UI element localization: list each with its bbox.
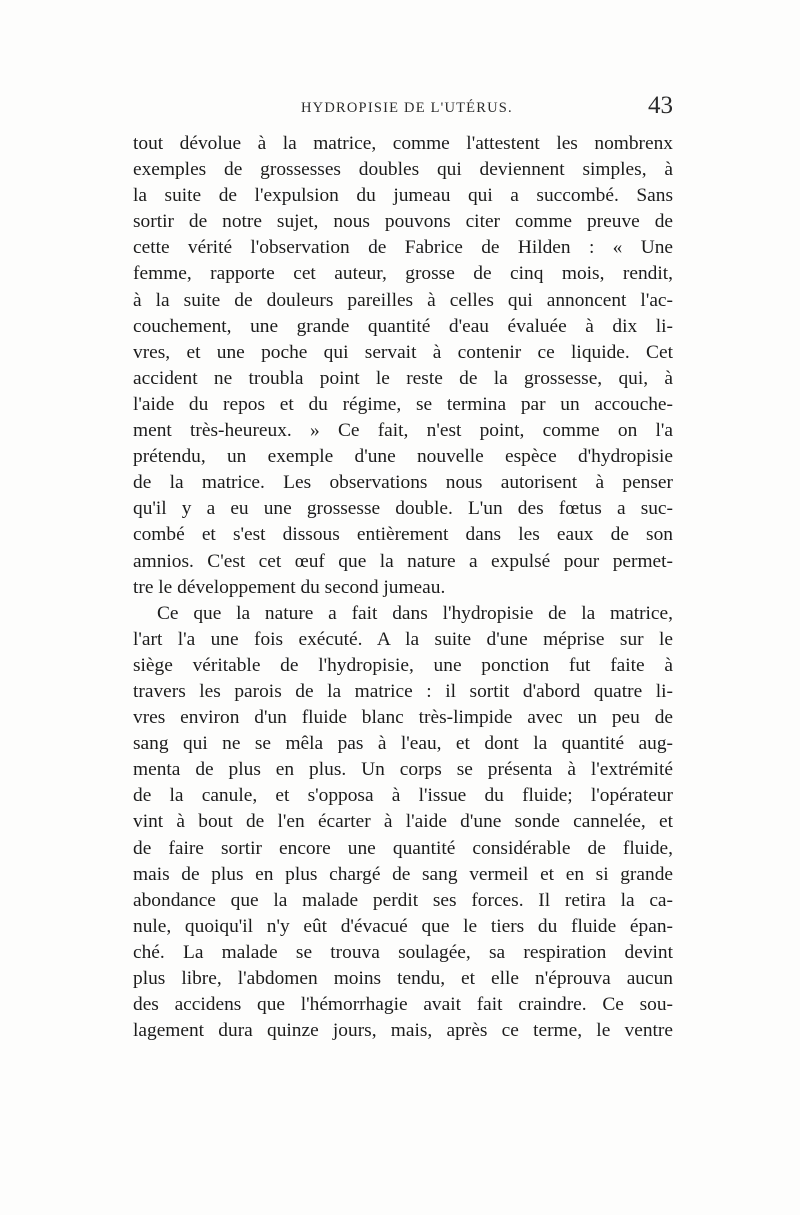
- text-line: sang qui ne se mêla pas à l'eau, et dont la quantité aug-: [133, 733, 673, 755]
- text-line: femme, rapporte cet auteur, grosse de cinq mois, rendit,: [133, 263, 673, 285]
- text-line: vres environ d'un fluide blanc très-limpide avec un peu de: [133, 707, 673, 729]
- text-line: à la suite de douleurs pareilles à celles qui annoncent l'ac-: [133, 289, 673, 311]
- paragraph-end-line: tre le développement du second jumeau.: [133, 576, 446, 598]
- text-line: ment très-heureux. » Ce fait, n'est point, comme on l'a: [133, 420, 673, 442]
- text-line: prétendu, un exemple d'une nouvelle espèce d'hydropisie: [133, 446, 673, 468]
- text-line: lagement dura quinze jours, mais, après ce terme, le ventre: [133, 1020, 673, 1042]
- page-number: 43: [648, 92, 673, 119]
- text-line: accident ne troubla point le reste de la grossesse, qui, à: [133, 367, 673, 389]
- body-text: [133, 131, 673, 1044]
- text-line: de la matrice. Les observations nous autorisent à penser: [133, 472, 673, 494]
- text-line: ché. La malade se trouva soulagée, sa respiration devint: [133, 941, 673, 963]
- running-title: HYDROPISIE DE L'UTÉRUS.: [301, 100, 513, 116]
- text-line: travers les parois de la matrice : il sortit d'abord quatre li-: [133, 680, 673, 702]
- text-line: de faire sortir encore une quantité considérable de fluide,: [133, 837, 673, 859]
- text-line: plus libre, l'abdomen moins tendu, et elle n'éprouva aucun: [133, 968, 673, 989]
- text-line: la suite de l'expulsion du jumeau qui a succombé. Sans: [133, 185, 673, 207]
- text-line: tout dévolue à la matrice, comme l'attestent les nombrenx: [133, 133, 673, 154]
- text-line: nule, quoiqu'il n'y eût d'évacué que le tiers du fluide épan-: [133, 915, 673, 937]
- text-line: siège véritable de l'hydropisie, une ponction fut faite à: [133, 654, 673, 676]
- text-line: sortir de notre sujet, nous pouvons citer comme preuve de: [133, 211, 673, 233]
- text-line: qu'il y a eu une grossesse double. L'un des fœtus a suc-: [133, 498, 673, 520]
- text-line: vres, et une poche qui servait à contenir ce liquide. Cet: [133, 341, 673, 363]
- text-line: des accidens que l'hémorrhagie avait fait craindre. Ce sou-: [133, 994, 673, 1016]
- running-header: [133, 92, 673, 122]
- text-line: l'art l'a une fois exécuté. A la suite d'une méprise sur le: [133, 628, 673, 650]
- text-line: amnios. C'est cet œuf que la nature a expulsé pour permet-: [133, 550, 673, 572]
- text-line: vint à bout de l'en écarter à l'aide d'une sonde cannelée, et: [133, 811, 673, 833]
- text-line: combé et s'est dissous entièrement dans les eaux de son: [133, 524, 673, 546]
- text-line: mais de plus en plus chargé de sang vermeil et en si grande: [133, 863, 673, 885]
- text-line: cette vérité l'observation de Fabrice de Hilden : « Une: [133, 237, 673, 259]
- text-line: menta de plus en plus. Un corps se présenta à l'extrémité: [133, 759, 673, 781]
- text-line: de la canule, et s'opposa à l'issue du fluide; l'opérateur: [133, 785, 673, 807]
- text-line: couchement, une grande quantité d'eau évaluée à dix li-: [133, 315, 673, 337]
- text-line: l'aide du repos et du régime, se termina par un accouche-: [133, 393, 673, 415]
- paragraph-start-line: Ce que la nature a fait dans l'hydropisie de la matrice,: [157, 602, 673, 624]
- text-line: exemples de grossesses doubles qui deviennent simples, à: [133, 159, 673, 181]
- text-line: abondance que la malade perdit ses forces. Il retira la ca-: [133, 889, 673, 911]
